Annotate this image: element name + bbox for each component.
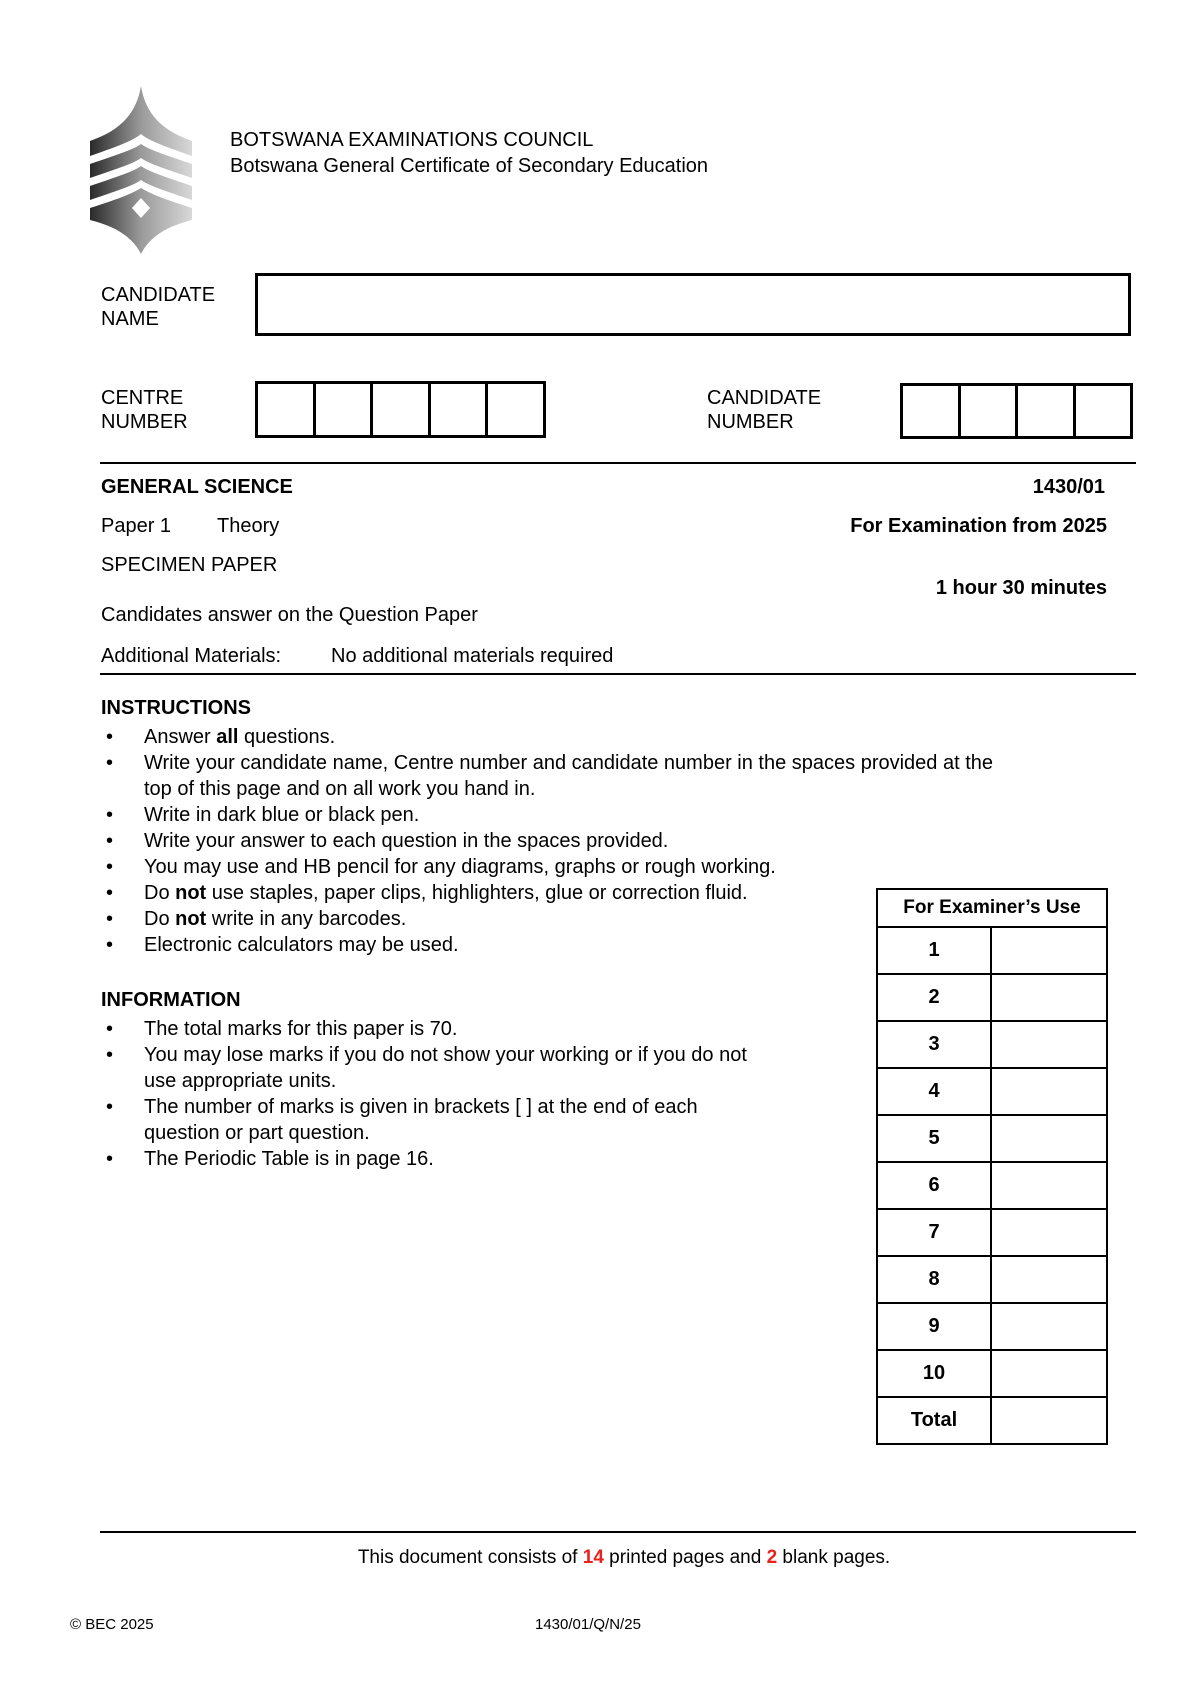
centre-digit-box[interactable] — [258, 384, 316, 435]
exam-year: For Examination from 2025 — [850, 515, 1107, 537]
list-item: • Write your candidate name, Centre number and candidate number in the spaces provided at the top of this page and on all work you hand in. — [100, 750, 1110, 802]
centre-digit-box[interactable] — [373, 384, 431, 435]
table-row — [877, 1021, 1107, 1068]
information-heading: INFORMATION — [101, 989, 241, 1011]
table-row — [877, 1209, 1107, 1256]
copyright: © BEC 2025 — [70, 1616, 154, 1633]
total-mark-cell[interactable] — [991, 1397, 1107, 1444]
candidate-name-label: CANDIDATE NAME — [101, 284, 216, 330]
page-count-note: This document consists of 14 printed pages and 2 blank pages. — [357, 1547, 891, 1568]
paper-type: Theory — [217, 515, 280, 537]
table-row — [877, 927, 1107, 974]
candidate-digit-box[interactable] — [1076, 386, 1131, 436]
total-label: Total — [877, 1397, 991, 1444]
centre-digit-box[interactable] — [316, 384, 374, 435]
mark-cell[interactable] — [991, 1303, 1107, 1350]
list-item: • Electronic calculators may be used. — [100, 932, 1110, 958]
candidate-digit-box[interactable] — [961, 386, 1019, 436]
centre-number-label: CENTRE NUMBER — [101, 387, 188, 433]
printed-pages-count: 14 — [582, 1547, 604, 1568]
mark-cell[interactable] — [991, 974, 1107, 1021]
certificate-name: Botswana General Certificate of Secondary Education — [230, 155, 709, 177]
question-number: 8 — [877, 1256, 991, 1303]
examiner-table-heading: For Examiner’s Use — [877, 889, 1107, 927]
mark-cell[interactable] — [991, 1350, 1107, 1397]
question-number: 1 — [877, 927, 991, 974]
mark-cell[interactable] — [991, 1115, 1107, 1162]
additional-materials-label: Additional Materials: — [101, 645, 282, 667]
table-row — [877, 1350, 1107, 1397]
footer-divider — [100, 1531, 1136, 1533]
table-row — [877, 1256, 1107, 1303]
question-number: 10 — [877, 1350, 991, 1397]
list-item: • The total marks for this paper is 70. — [100, 1016, 860, 1042]
paper-number: Paper 1 — [101, 515, 172, 537]
list-item: • Answer all questions. — [100, 724, 1110, 750]
table-row — [877, 1115, 1107, 1162]
mark-cell[interactable] — [991, 1209, 1107, 1256]
question-number: 4 — [877, 1068, 991, 1115]
additional-materials-value: No additional materials required — [331, 645, 614, 667]
table-row — [877, 1162, 1107, 1209]
candidate-name-field[interactable] — [255, 273, 1131, 336]
question-number: 6 — [877, 1162, 991, 1209]
duration: 1 hour 30 minutes — [935, 577, 1107, 599]
list-item: • Do not use staples, paper clips, highlighters, glue or correction fluid. — [100, 880, 1110, 906]
council-name: BOTSWANA EXAMINATIONS COUNCIL — [230, 129, 594, 151]
subject-title: GENERAL SCIENCE — [101, 476, 293, 498]
specimen-label: SPECIMEN PAPER — [101, 554, 278, 576]
bec-logo — [88, 86, 194, 254]
question-number: 7 — [877, 1209, 991, 1256]
list-item: • The Periodic Table is in page 16. — [100, 1146, 860, 1172]
question-number: 3 — [877, 1021, 991, 1068]
mark-cell[interactable] — [991, 927, 1107, 974]
question-number: 2 — [877, 974, 991, 1021]
table-row — [877, 1397, 1107, 1444]
document-code: 1430/01/Q/N/25 — [535, 1616, 641, 1633]
information-list — [100, 1016, 860, 1172]
list-item: • You may use and HB pencil for any diagrams, graphs or rough working. — [100, 854, 1110, 880]
divider — [100, 673, 1136, 675]
answer-instruction: Candidates answer on the Question Paper — [101, 604, 478, 626]
paper-code: 1430/01 — [1032, 476, 1105, 498]
mark-cell[interactable] — [991, 1162, 1107, 1209]
list-item: • You may lose marks if you do not show your working or if you do not use appropriate units. — [100, 1042, 860, 1094]
mark-cell[interactable] — [991, 1068, 1107, 1115]
blank-pages-count: 2 — [766, 1547, 778, 1568]
centre-number-field[interactable] — [255, 381, 546, 438]
instructions-heading: INSTRUCTIONS — [101, 697, 251, 719]
mark-cell[interactable] — [991, 1256, 1107, 1303]
candidate-digit-box[interactable] — [903, 386, 961, 436]
candidate-number-label: CANDIDATE NUMBER — [707, 387, 822, 433]
table-row — [877, 974, 1107, 1021]
table-row — [877, 1068, 1107, 1115]
question-number: 5 — [877, 1115, 991, 1162]
candidate-digit-box[interactable] — [1018, 386, 1076, 436]
list-item: • Do not write in any barcodes. — [100, 906, 1110, 932]
table-row — [877, 1303, 1107, 1350]
centre-digit-box[interactable] — [488, 384, 543, 435]
question-number: 9 — [877, 1303, 991, 1350]
list-item: • Write in dark blue or black pen. — [100, 802, 1110, 828]
candidate-number-field[interactable] — [900, 383, 1133, 439]
list-item: • Write your answer to each question in the spaces provided. — [100, 828, 1110, 854]
examiner-use-table — [876, 888, 1108, 1445]
divider — [100, 462, 1136, 464]
mark-cell[interactable] — [991, 1021, 1107, 1068]
centre-digit-box[interactable] — [431, 384, 489, 435]
list-item: • The number of marks is given in brackets [ ] at the end of each question or part question. — [100, 1094, 860, 1146]
